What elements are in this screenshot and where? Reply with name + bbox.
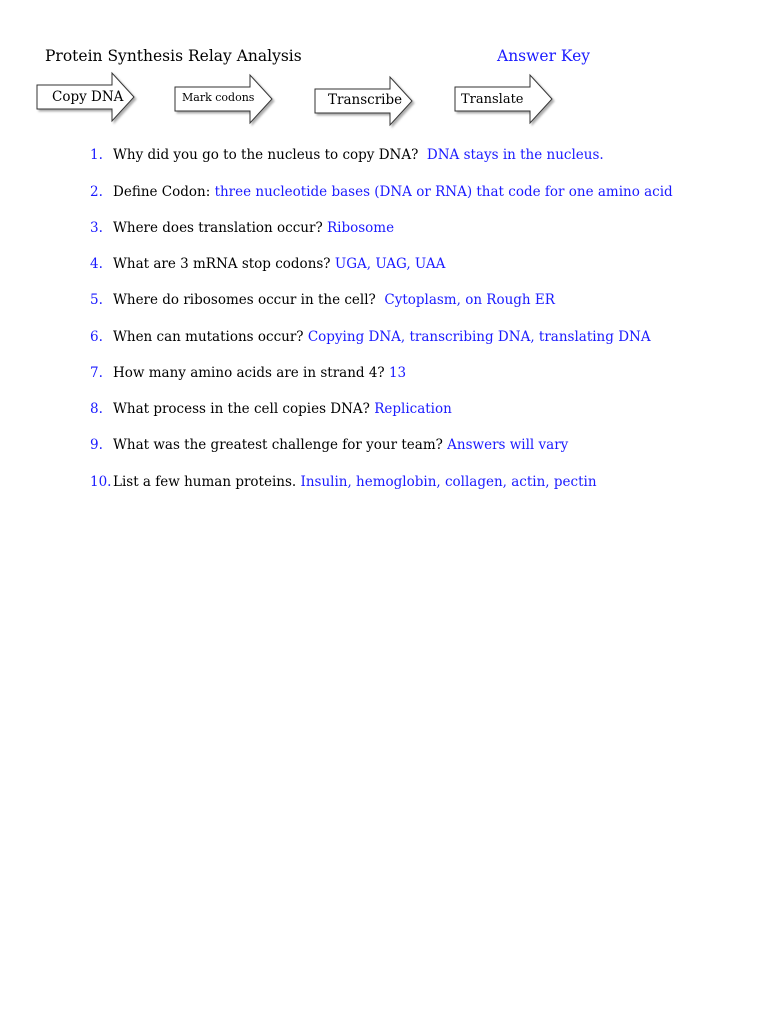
answer-text: Ribosome — [326, 220, 395, 236]
answer-text: Cytoplasm, on Rough ER — [384, 292, 555, 308]
question-number: 5. — [90, 292, 103, 308]
question-text: Where do ribosomes occur in the cell? — [113, 292, 385, 308]
answer-text: three nucleotide bases (DNA or RNA) that code for one amino acid — [214, 184, 673, 200]
question-number: 9. — [90, 437, 103, 453]
answer-text: Answers will vary — [447, 437, 569, 453]
arrow-label-copy-dna: Copy DNA — [52, 89, 124, 105]
question-number: 7. — [90, 365, 103, 381]
question-number: 3. — [90, 220, 103, 236]
answer-text: Replication — [374, 401, 452, 417]
process-arrows — [0, 0, 768, 140]
question-number: 10. — [90, 474, 112, 490]
question-text: List a few human proteins. — [113, 474, 301, 490]
question-number: 8. — [90, 401, 103, 417]
question-text: Define Codon: — [113, 184, 215, 200]
question-number: 6. — [90, 329, 103, 345]
arrow-label-mark-codons: Mark codons — [182, 91, 255, 104]
answer-text: UGA, UAG, UAA — [334, 256, 446, 272]
answer-text: Insulin, hemoglobin, collagen, actin, pectin — [300, 474, 597, 490]
answer-key-label: Answer Key — [497, 47, 590, 65]
question-number: 4. — [90, 256, 103, 272]
arrow-label-translate: Translate — [461, 92, 524, 107]
question-number: 1. — [90, 147, 103, 163]
question-number: 2. — [90, 184, 103, 200]
question-text: Where does translation occur? — [113, 220, 327, 236]
arrow-label-transcribe: Transcribe — [328, 92, 403, 108]
question-text: What was the greatest challenge for your team? — [113, 437, 448, 453]
answer-text: Copying DNA, transcribing DNA, translating DNA — [307, 329, 651, 345]
question-text: What process in the cell copies DNA? — [113, 401, 375, 417]
question-text: What are 3 mRNA stop codons? — [113, 256, 335, 272]
answer-text: 13 — [388, 365, 407, 381]
question-text: Why did you go to the nucleus to copy DNA? — [113, 147, 427, 163]
page-title: Protein Synthesis Relay Analysis — [45, 47, 302, 65]
question-text: How many amino acids are in strand 4? — [113, 365, 389, 381]
answer-text: DNA stays in the nucleus. — [426, 147, 604, 163]
question-text: When can mutations occur? — [113, 329, 308, 345]
